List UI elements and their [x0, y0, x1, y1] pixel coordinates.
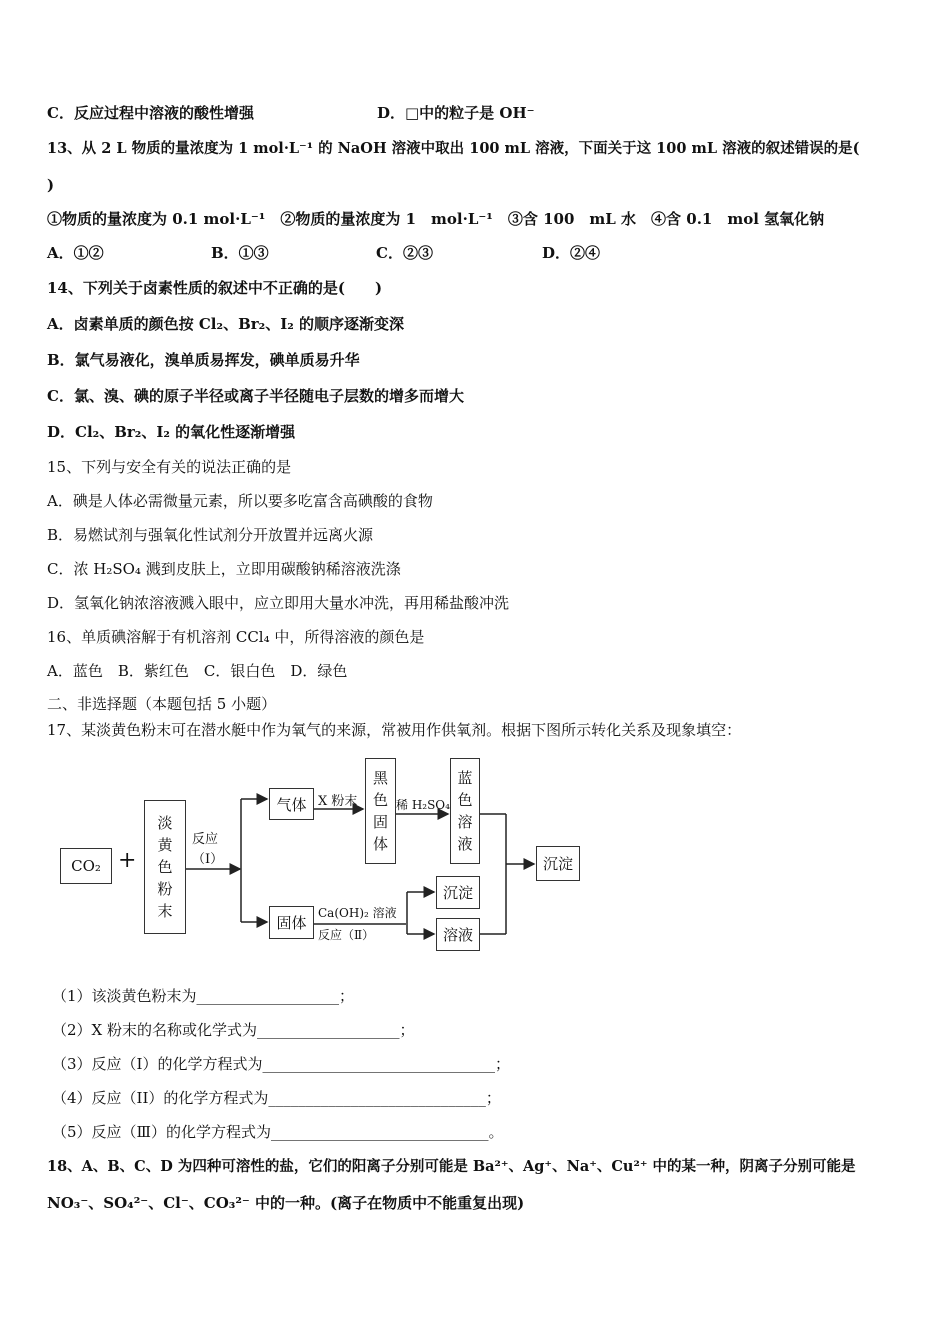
blue-solution-char: 色 — [457, 791, 473, 809]
gas-box: 气体 — [269, 788, 314, 820]
q18-line-1: 18、A、B、C、D 为四种可溶性的盐，它们的阳离子分别可能是 Ba²⁺、Ag⁺、Na⁺、Cu²⁺ 中的某一种，阴离子分别可能是 — [47, 1158, 856, 1175]
q13-items: ①物质的量浓度为 0.1 mol·L⁻¹ ②物质的量浓度为 1 mol·L⁻¹ ③含 100 mL 水 ④含 0.1 mol 氢氧化钠 — [47, 210, 825, 228]
q13-option-b: B．①③ — [211, 244, 269, 262]
blue-solution-box — [450, 758, 480, 864]
q15-option-d: D．氢氧化钠浓溶液溅入眼中，应立即用大量水冲洗，再用稀盐酸冲洗 — [47, 594, 510, 612]
q17-blank-4: （4）反应（II）的化学方程式为_____________________________； — [52, 1089, 501, 1107]
q17-blank-3: （3）反应（I）的化学方程式为_______________________________； — [52, 1055, 510, 1073]
q17-blank-2: （2）X 粉末的名称或化学式为___________________； — [52, 1021, 415, 1039]
blue-solution-char: 蓝 — [457, 769, 473, 787]
dilute-h2so4-label: 稀 H₂SO₄ — [396, 798, 450, 812]
reaction-1-label: 反应 — [192, 832, 219, 847]
co2-box: CO₂ — [60, 848, 112, 884]
q16-stem: 16、单质碘溶解于有机溶剂 CCl₄ 中，所得溶液的颜色是 — [47, 628, 425, 646]
q12-option-d: D．□中的粒子是 OH⁻ — [377, 104, 535, 122]
x-powder-label: X 粉末 — [318, 794, 358, 809]
q13-stem-close: ) — [47, 176, 55, 194]
q14-option-b: B．氯气易液化，溴单质易挥发，碘单质易升华 — [47, 351, 360, 369]
q14-option-c: C．氯、溴、碘的原子半径或离子半径随电子层数的增多而增大 — [47, 387, 464, 405]
q17-stem: 17、某淡黄色粉末可在潜水艇中作为氧气的来源，常被用作供氧剂。根据下图所示转化关系及现象填空： — [47, 721, 742, 739]
powder-char: 淡 — [157, 814, 173, 832]
q16-options: A．蓝色 B．紫红色 C．银白色 D．绿色 — [47, 662, 348, 680]
powder-char: 黄 — [157, 836, 173, 854]
section-heading: 二、非选择题（本题包括 5 小题） — [47, 695, 277, 713]
q13-option-c: C．②③ — [376, 244, 433, 262]
powder-box — [144, 800, 186, 934]
powder-char: 色 — [157, 858, 173, 876]
q13-stem: 13、从 2 L 物质的量浓度为 1 mol·L⁻¹ 的 NaOH 溶液中取出 100 mL 溶液，下面关于这 100 mL 溶液的叙述错误的是( — [47, 140, 860, 157]
q17-blank-1: （1）该淡黄色粉末为___________________； — [52, 987, 355, 1005]
reaction-1-number: （Ⅰ） — [192, 852, 224, 867]
q18-line-2: NO₃⁻、SO₄²⁻、Cl⁻、CO₃²⁻ 中的一种。(离子在物质中不能重复出现) — [47, 1194, 525, 1212]
powder-char: 末 — [157, 902, 173, 920]
caoh2-label: Ca(OH)₂ 溶液 — [318, 906, 397, 920]
q15-option-b: B．易燃试剂与强氧化性试剂分开放置并远离火源 — [47, 526, 374, 544]
final-precipitate-box: 沉淀 — [536, 846, 580, 881]
precipitate-box: 沉淀 — [436, 876, 480, 909]
q15-stem: 15、下列与安全有关的说法正确的是 — [47, 458, 292, 476]
q17-blank-5: （5）反应（Ⅲ）的化学方程式为_____________________________。 — [52, 1123, 504, 1141]
q13-option-a: A．①② — [47, 244, 104, 262]
black-solid-box — [365, 758, 396, 864]
q15-option-c: C．浓 H₂SO₄ 溅到皮肤上，立即用碳酸钠稀溶液洗涤 — [47, 560, 401, 578]
q14-stem: 14、下列关于卤素性质的叙述中不正确的是( ) — [47, 279, 383, 297]
powder-char: 粉 — [157, 880, 173, 898]
q14-option-a: A．卤素单质的颜色按 Cl₂、Br₂、I₂ 的顺序逐渐变深 — [47, 315, 405, 333]
blue-solution-char: 液 — [457, 835, 473, 853]
blue-solution-char: 溶 — [457, 813, 473, 831]
reaction-flow-diagram — [60, 752, 600, 957]
q14-option-d: D．Cl₂、Br₂、I₂ 的氧化性逐渐增强 — [47, 423, 296, 441]
plus-sign: + — [118, 848, 137, 873]
black-solid-char: 色 — [372, 791, 388, 809]
q12-option-c: C．反应过程中溶液的酸性增强 — [47, 104, 254, 122]
black-solid-char: 体 — [372, 835, 388, 853]
reaction-2-label: 反应（Ⅱ） — [318, 928, 375, 942]
q13-options — [47, 243, 600, 263]
q15-option-a: A．碘是人体必需微量元素，所以要多吃富含高碘酸的食物 — [47, 492, 433, 510]
black-solid-char: 固 — [372, 813, 388, 831]
black-solid-char: 黑 — [372, 769, 388, 787]
q13-option-d: D．②④ — [542, 244, 601, 262]
solid-box: 固体 — [269, 906, 314, 939]
solution-box: 溶液 — [436, 918, 480, 951]
